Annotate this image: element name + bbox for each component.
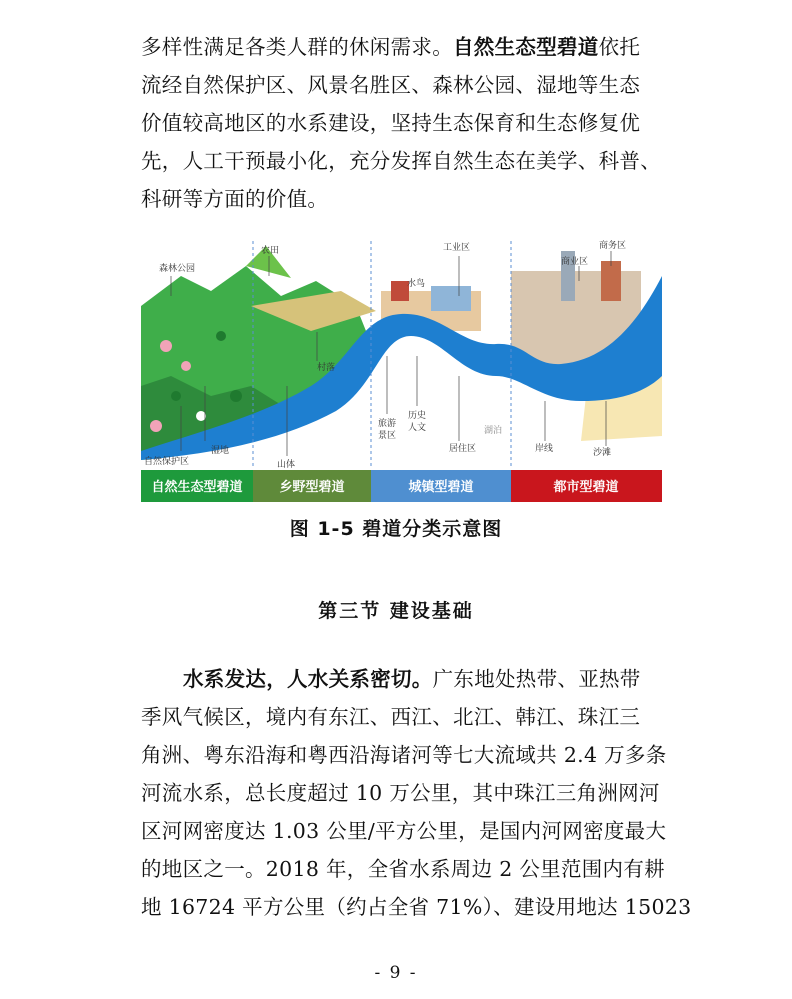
paragraph-line [141, 28, 662, 66]
label-waterbird: 水鸟 [407, 279, 426, 289]
paragraph-line: 角洲、粤东沿海和粤西沿海诸河等七大流域共 2.4 万多条 [141, 743, 667, 767]
label-commercial: 商业区 [561, 257, 589, 267]
label-forest-park: 森林公园 [159, 264, 196, 274]
paragraph-line: 河流水系，总长度超过 10 万公里，其中珠江三角洲网河 [141, 781, 660, 805]
paragraph-line: 区河网密度达 1.03 公里/平方公里，是国内河网密度最大 [141, 819, 667, 843]
type-bands [141, 470, 662, 502]
bold-term: 自然生态型碧道 [453, 35, 599, 59]
paragraph-line: 季风气候区，境内有东江、西江、北江、韩江、珠江三 [141, 705, 641, 729]
paragraph-line: 价值较高地区的水系建设，坚持生态保育和生态修复优 [141, 111, 641, 135]
intro-paragraph [141, 28, 662, 218]
label-wetland: 湿地 [211, 446, 230, 456]
page-number: - 9 - [374, 963, 418, 983]
label-lake: 湖泊 [484, 426, 503, 436]
factory-icon [431, 286, 471, 311]
band-rural-label: 乡野型碧道 [279, 480, 345, 495]
paragraph-line: 先，人工干预最小化，充分发挥自然生态在美学、科普、 [141, 149, 661, 173]
label-mountain: 山体 [277, 460, 296, 470]
paragraph-line: 地 16724 平方公里（约占全省 71%）、建设用地达 15023 [141, 895, 692, 919]
label-farmland: 农田 [261, 246, 280, 256]
text-run: 依托 [598, 35, 641, 59]
paragraph-line: 的地区之一。2018 年，全省水系周边 2 公里范围内有耕 [141, 857, 665, 881]
paragraph-line [141, 660, 662, 698]
office-icon [601, 261, 621, 301]
band-town-label: 城镇型碧道 [408, 480, 474, 495]
label-history-line2: 人文 [408, 423, 427, 433]
label-business: 商务区 [599, 241, 627, 251]
label-village: 村落 [317, 363, 336, 373]
label-tourism-line2: 景区 [378, 431, 397, 441]
label-shoreline: 岸线 [535, 444, 554, 454]
body-paragraph [141, 660, 692, 926]
greenway-classification-diagram [141, 236, 662, 504]
text-run: 多样性满足各类人群的休闲需求。 [141, 35, 453, 59]
label-beach: 沙滩 [593, 448, 612, 458]
text-run: 广东地处热带、亚热带 [432, 667, 641, 691]
paragraph-line: 科研等方面的价值。 [141, 187, 329, 211]
bold-lead: 水系发达，人水关系密切。 [183, 667, 433, 691]
paragraph-line: 流经自然保护区、风景名胜区、森林公园、湿地等生态 [141, 73, 641, 97]
label-nature-reserve: 自然保护区 [144, 457, 190, 467]
label-tourism-line1: 旅游 [378, 419, 397, 429]
label-residential: 居住区 [449, 444, 477, 454]
section-heading: 第三节 建设基础 [318, 600, 474, 622]
band-natural-label: 自然生态型碧道 [151, 480, 243, 495]
figure-caption: 图 1-5 碧道分类示意图 [289, 518, 503, 540]
label-history-line1: 历史 [408, 411, 427, 421]
band-urban-label: 都市型碧道 [553, 480, 619, 495]
label-industrial: 工业区 [443, 243, 471, 253]
